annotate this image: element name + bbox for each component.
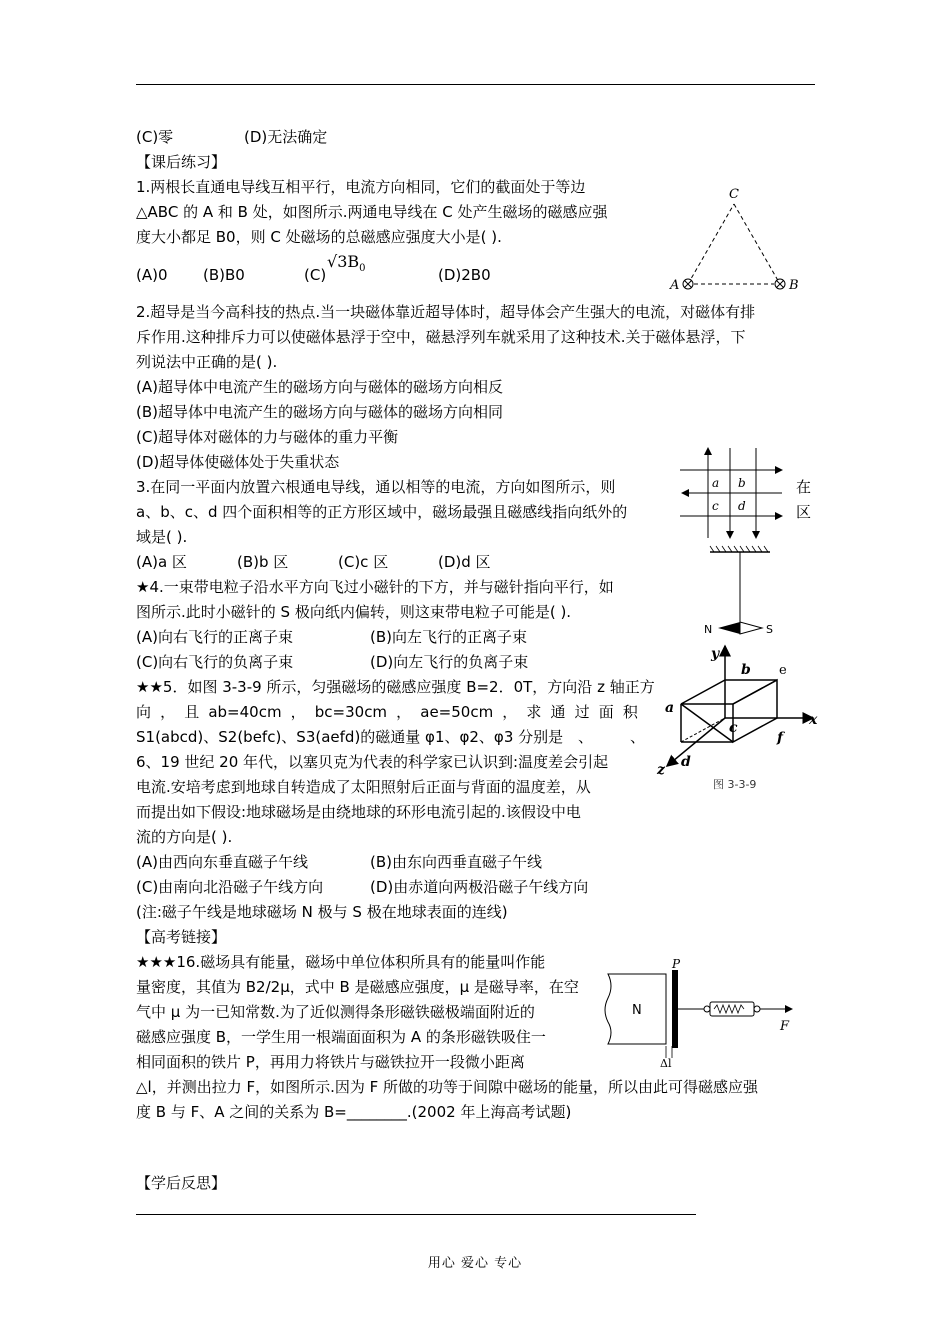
q5-box-figure xyxy=(655,638,825,796)
q3-region-d: d xyxy=(738,499,746,513)
q16-label-gap: Δl xyxy=(660,1057,672,1068)
q4-line1: ★4.一束带电粒子沿水平方向飞过小磁针的下方，并与磁针指向平行，如 xyxy=(136,578,614,596)
q3-line2-tail: 区 xyxy=(796,503,812,521)
q3-line2: a、b、c、d 四个面积相等的正方形区域中，磁场最强且磁感线指向纸外的 xyxy=(136,503,628,521)
q6-option-b: (B)由东向西垂直磁子午线 xyxy=(370,853,542,871)
q5-line3-main: S1(abcd)、S2(befc)、S3(aefd)的磁通量 φ1、φ2、φ3 分别是 xyxy=(136,728,564,746)
q5-label-a: a xyxy=(665,700,675,716)
q16-label-f: F xyxy=(780,1019,790,1034)
section-reflection-heading: 【学后反思】 xyxy=(136,1174,227,1192)
q6-note: (注:磁子午线是地球磁场 N 极与 S 极在地球表面的连线) xyxy=(136,903,508,921)
q3-option-b: (B)b 区 xyxy=(237,553,289,571)
q16-line4: 磁感应强度 B，一学生用一根端面面积为 A 的条形磁铁吸住一 xyxy=(136,1028,546,1046)
q5-line1: ★★5．如图 3-3-9 所示，匀强磁场的磁感应强度 B=2．0T，方向沿 z 轴正方 xyxy=(136,678,655,696)
q1-line1: 1.两根长直通电导线互相平行，电流方向相同，它们的截面处于等边 xyxy=(136,178,586,196)
q1-label-b: B xyxy=(789,278,799,293)
q2-option-c: (C)超导体对磁体的力与磁体的重力平衡 xyxy=(136,428,399,446)
q16-magnet-figure xyxy=(604,958,800,1068)
q4-option-d: (D)向左飞行的负离子束 xyxy=(370,653,529,671)
q3-region-a: a xyxy=(712,476,720,490)
q1-triangle-figure xyxy=(660,180,810,300)
page-footer: 用心 爱心 专心 xyxy=(427,1256,523,1271)
q16-label-n: N xyxy=(632,1003,642,1018)
q2-line3: 列说法中正确的是( ). xyxy=(136,353,278,371)
q3-line1: 3.在同一平面内放置六根通电导线，通以相等的电流，方向如图所示，则 xyxy=(136,478,616,496)
q1-line3: 度大小都足 B0，则 C 处磁场的总磁感应强度大小是( ). xyxy=(136,228,502,246)
q4-compass-needle-figure xyxy=(690,544,800,644)
q6-option-a: (A)由西向东垂直磁子午线 xyxy=(136,853,308,871)
q5-line2: 向 ， 且 ab=40cm ， bc=30cm ， ae=50cm ， 求 通 过 面 积 xyxy=(136,703,638,721)
q4-label-n: N xyxy=(704,623,713,636)
q16-line7: 度 B 与 F、A 之间的关系为 B=________.(2002 年上海高考试题) xyxy=(136,1103,572,1121)
q5-axis-y: y xyxy=(711,646,720,662)
q5-label-d: d xyxy=(681,754,691,770)
q6-line4: 流的方向是( ). xyxy=(136,828,233,846)
q2-option-b: (B)超导体中电流产生的磁场方向与磁体的磁场方向相同 xyxy=(136,403,503,421)
q2-option-d: (D)超导体使磁体处于失重状态 xyxy=(136,453,340,471)
q3-line1-tail: 在 xyxy=(796,478,812,496)
q1-option-a: (A)0 xyxy=(136,266,168,284)
q2-line2: 斥作用.这种排斥力可以使磁体悬浮于空中，磁悬浮列车就采用了这种技术.关于磁体悬浮，下 xyxy=(136,328,746,346)
q5-line3-blank1: 、 xyxy=(578,728,594,746)
q6-line1: 6、19 世纪 20 年代，以塞贝克为代表的科学家已认识到:温度差会引起 xyxy=(136,753,609,771)
q5-label-c: c xyxy=(729,720,738,736)
q2-line1: 2.超导是当今高科技的热点.当一块磁体靠近超导体时，超导体会产生强大的电流，对磁体有排 xyxy=(136,303,756,321)
q6-option-c: (C)由南向北沿磁子午线方向 xyxy=(136,878,324,896)
q6-line2: 电流.安培考虑到地球自转造成了太阳照射后正面与背面的温度差，从 xyxy=(136,778,591,796)
q6-option-d: (D)由赤道向两极沿磁子午线方向 xyxy=(370,878,589,896)
q16-line6: △l，并测出拉力 F，如图所示.因为 F 所做的功等于间隙中磁场的能量，所以由此可得磁感应强 xyxy=(136,1078,759,1096)
q16-line1: ★★★16.磁场具有能量，磁场中单位体积所具有的能量叫作能 xyxy=(136,953,546,971)
q4-option-c: (C)向右飞行的负离子束 xyxy=(136,653,294,671)
q3-wire-grid-figure xyxy=(678,446,786,540)
q1-option-d: (D)2B0 xyxy=(438,266,491,284)
q16-label-p: P xyxy=(672,958,681,971)
q4-option-b: (B)向左飞行的正离子束 xyxy=(370,628,527,646)
prev-option-d: (D)无法确定 xyxy=(244,128,328,146)
q5-label-e: e xyxy=(779,663,787,678)
q1-label-c: C xyxy=(729,187,739,202)
q6-line3: 而提出如下假设:地球磁场是由绕地球的环形电流引起的.该假设中电 xyxy=(136,803,581,821)
q16-line2: 量密度，其值为 B2/2μ，式中 B 是磁感应强度，μ 是磁导率，在空 xyxy=(136,978,579,996)
q3-region-c: c xyxy=(712,499,719,513)
q1-label-a: A xyxy=(670,278,680,293)
q1-line2: △ABC 的 A 和 B 处，如图所示.两通电导线在 C 处产生磁场的磁感应强 xyxy=(136,203,608,221)
q5-label-b: b xyxy=(741,662,751,678)
q5-label-f: f xyxy=(777,730,784,746)
q1-option-c-formula: $√3B_0$ xyxy=(327,252,366,275)
q4-option-a: (A)向右飞行的正离子束 xyxy=(136,628,293,646)
q3-line3: 域是( ). xyxy=(136,528,188,546)
q5-axis-x: x xyxy=(809,712,818,728)
section-gaokao-heading: 【高考链接】 xyxy=(136,928,227,946)
q3-option-c: (C)c 区 xyxy=(338,553,389,571)
q5-line3-blank2: 、 xyxy=(630,728,646,746)
prev-option-c: (C)零 xyxy=(136,128,174,146)
q4-label-s: S xyxy=(766,623,773,636)
q2-option-a: (A)超导体中电流产生的磁场方向与磁体的磁场方向相反 xyxy=(136,378,503,396)
q3-option-a: (A)a 区 xyxy=(136,553,187,571)
q3-region-b: b xyxy=(738,476,746,490)
q1-option-b: (B)B0 xyxy=(203,266,245,284)
section-practice-heading: 【课后练习】 xyxy=(136,153,227,171)
q4-line2: 图所示.此时小磁针的 S 极向纸内偏转，则这束带电粒子可能是( ). xyxy=(136,603,572,621)
q1-option-c: (C) xyxy=(304,266,327,284)
q5-figure-caption: 图 3-3-9 xyxy=(713,778,757,791)
reflection-answer-line xyxy=(136,1214,696,1215)
q5-axis-z: z xyxy=(657,762,665,778)
q3-option-d: (D)d 区 xyxy=(438,553,491,571)
header-rule xyxy=(136,84,815,85)
q16-line5: 相同面积的铁片 P，再用力将铁片与磁铁拉开一段微小距离 xyxy=(136,1053,525,1071)
q16-line3: 气中 μ 为一已知常数.为了近似测得条形磁铁磁极端面附近的 xyxy=(136,1003,535,1021)
